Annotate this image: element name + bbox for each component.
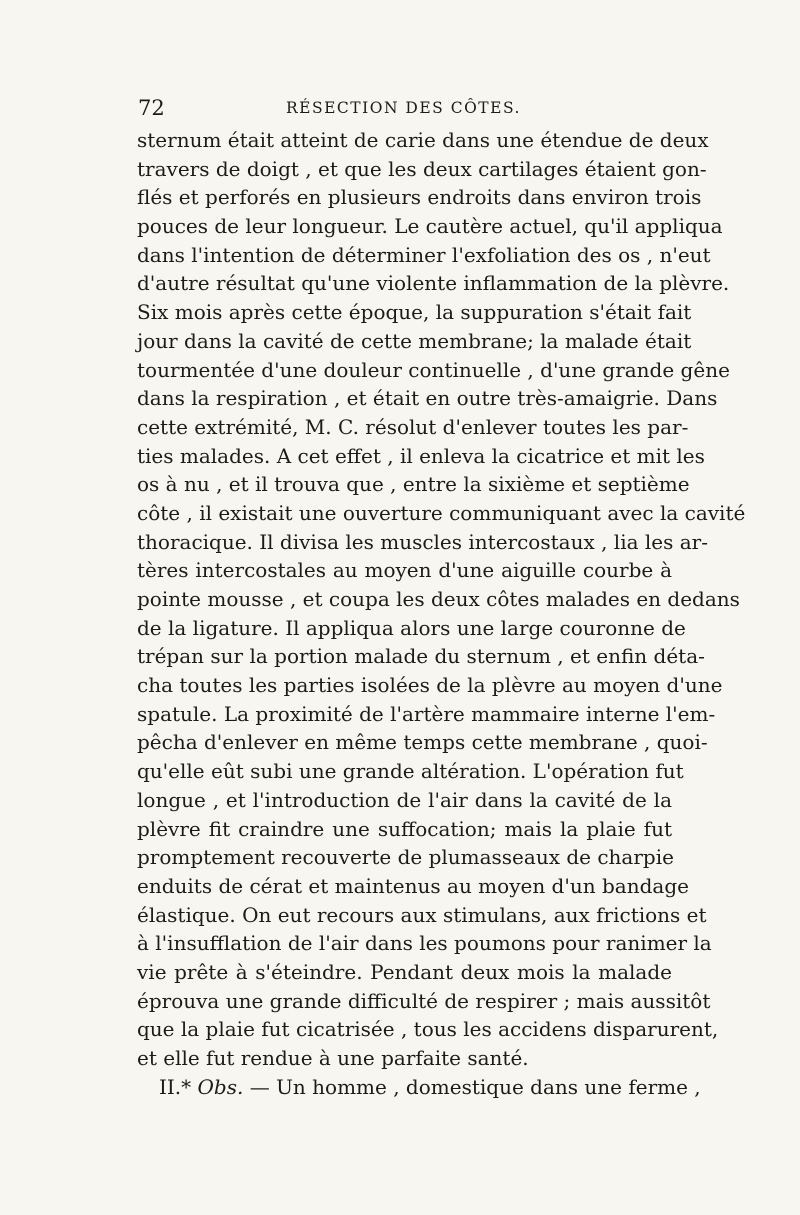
text-line: et elle fut rendue à une parfaite santé. [137,1046,529,1070]
observation-text: — Un homme , domestique dans une ferme , [249,1074,701,1099]
text-line: éprouva une grande difficulté de respirer ; mais aussitôt [137,988,711,1013]
text-line: jour dans la cavité de cette membrane; la malade était [137,328,692,353]
text-line: thoracique. Il divisa les muscles intercostaux , lia les ar- [137,529,708,554]
text-line: cette extrémité, M. C. résolut d'enlever toutes les par- [137,414,689,439]
observation-heading [137,1073,701,1102]
running-title: RÉSECTION DES CÔTES. [286,99,521,117]
text-line: plèvre fit craindre une suffocation; mais la plaie fut [137,816,672,841]
text-line: pouces de leur longueur. Le cautère actuel, qu'il appliqua [137,214,723,239]
body-text [137,126,746,1101]
text-line: ties malades. A cet effet , il enleva la cicatrice et mit les [137,443,705,468]
text-line: que la plaie fut cicatrisée , tous les accidens disparurent, [137,1017,719,1042]
text-line: pointe mousse , et coupa les deux côtes malades en dedans [137,587,740,611]
text-line: dans la respiration , et était en outre très-amaigrie. Dans [137,386,718,411]
text-line: élastique. On eut recours aux stimulans, aux frictions et [137,902,707,927]
text-line: Six mois après cette époque, la suppuration s'était fait [137,300,692,325]
page-number: 72 [138,96,165,120]
text-line: promptement recouverte de plumasseaux de charpie [137,845,674,870]
text-line: de la ligature. Il appliqua alors une large couronne de [137,615,686,640]
page-header [138,96,638,122]
text-line: enduits de cérat et maintenus au moyen d'un bandage [137,873,689,898]
text-line: cha toutes les parties isolées de la plèvre au moyen d'une [137,673,723,698]
observation-number: II.* [159,1074,192,1099]
text-line: flés et perforés en plusieurs endroits dans environ trois [137,185,702,210]
text-line: dans l'intention de déterminer l'exfoliation des os , n'eut [137,242,711,267]
observation-label: Obs. [197,1074,244,1099]
text-line: d'autre résultat qu'une violente inflammation de la plèvre. [137,271,730,296]
text-line: qu'elle eût subi une grande altération. L'opération fut [137,759,684,784]
text-line: sternum était atteint de carie dans une étendue de deux [137,128,709,152]
text-line: à l'insufflation de l'air dans les poumons pour ranimer la [137,931,712,956]
text-line: tourmentée d'une douleur continuelle , d'une grande gêne [137,357,730,382]
text-line: côte , il existait une ouverture communiquant avec la cavité [137,500,746,525]
text-line: trépan sur la portion malade du sternum , et enfin déta- [137,644,705,669]
text-line: tères intercostales au moyen d'une aiguille courbe à [137,558,672,583]
text-line: pêcha d'enlever en même temps cette membrane , quoi- [137,730,708,755]
text-line: longue , et l'introduction de l'air dans la cavité de la [137,787,672,812]
text-line: os à nu , et il trouva que , entre la sixième et septième [137,472,690,497]
text-line: vie prête à s'éteindre. Pendant deux mois la malade [137,959,672,984]
text-line: spatule. La proximité de l'artère mammaire interne l'em- [137,701,716,726]
text-line: travers de doigt , et que les deux cartilages étaient gon- [137,156,707,181]
